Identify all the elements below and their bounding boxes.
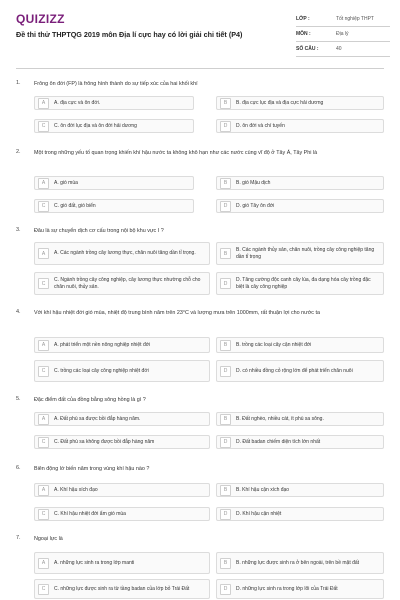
answer-option[interactable] (34, 552, 210, 574)
option-text: C. trồng các loại cây công nghiệp nhiệt đới (54, 367, 149, 374)
answer-option[interactable] (34, 579, 210, 599)
question-text: Biên động lớ biến năm trong vùng khí hậu nào ? (34, 466, 150, 472)
answer-option[interactable] (216, 96, 384, 110)
option-letter: D (220, 278, 231, 289)
option-letter: A (38, 558, 49, 569)
option-text: D. Khí hậu cận nhiệt (236, 510, 282, 517)
answer-option[interactable] (216, 507, 384, 521)
answer-option[interactable] (216, 272, 384, 295)
option-letter: C (38, 584, 49, 595)
option-letter: B (220, 414, 231, 425)
question-number: 3. (16, 227, 21, 233)
option-text: A. những lực sinh ra trong lớp manti (54, 559, 135, 566)
option-letter: B (220, 485, 231, 496)
option-text: B. Đất nghèo, nhiều cát, ít phù sa sông. (236, 415, 324, 422)
question-item (16, 227, 384, 303)
option-letter: B (220, 178, 231, 189)
answer-option[interactable] (34, 96, 194, 110)
option-text: A. địa cực và ôn đới. (54, 99, 101, 106)
option-text: D. ôn đới và chí tuyến (236, 122, 285, 129)
option-letter: A (38, 98, 49, 109)
option-text: C. Khí hậu nhiệt đới ẩm gió mùa (54, 510, 126, 517)
question-item (16, 309, 384, 387)
option-text: A. Đất phù sa được bồi đắp hàng năm. (54, 415, 141, 422)
answer-option[interactable] (34, 176, 194, 190)
answer-option[interactable] (216, 199, 384, 213)
option-text: D. có nhiều đồng cỏ rộng lớn để phát triển chăn nuôi (236, 367, 353, 374)
question-text: Đặc điểm đất của đồng bằng sông hồng là gì ? (34, 397, 146, 403)
option-text: A. phát triển một nền nông nghiệp nhiệt đới (54, 341, 151, 348)
option-text: A. Khí hậu xích đạo (54, 486, 98, 493)
meta-row-subject (296, 27, 390, 42)
answer-option[interactable] (216, 412, 384, 426)
option-text: D. gió Tây ôn đới (236, 202, 275, 209)
answer-option[interactable] (216, 435, 384, 449)
option-letter: A (38, 340, 49, 351)
option-letter: B (220, 558, 231, 569)
option-letter: A (38, 178, 49, 189)
answer-option[interactable] (216, 483, 384, 497)
option-letter: C (38, 121, 49, 132)
option-text: C. Ngành trồng cây công nghiệp, cây lương thực nhường chỗ cho chăn nuôi, thủy sản. (54, 276, 201, 290)
option-text: B. Các ngành thủy sản, chăn nuôi, trồng cây công nghiệp tăng dần tỉ trọng (236, 246, 375, 260)
option-text: B. gió Mậu dịch (236, 179, 271, 186)
meta-table (296, 12, 390, 57)
question-item (16, 465, 384, 525)
meta-value: 40 (336, 46, 342, 52)
answer-option[interactable] (34, 483, 210, 497)
question-item (16, 396, 384, 454)
question-text: Frông ôn đới (FP) là frông hình thành do sự tiếp xúc của hai khối khí (34, 81, 198, 87)
option-text: B. địa cực lục địa và địa cực hải dương (236, 99, 324, 106)
answer-option[interactable] (34, 507, 210, 521)
answer-option[interactable] (34, 119, 194, 133)
option-letter: D (220, 201, 231, 212)
question-number: 5. (16, 396, 21, 402)
question-text: Với khí hậu nhiệt đới gió mùa, nhiệt độ trung bình năm trên 23°C và lượng mưa trên 1000mm, rất thuận lợi cho nước ta (34, 310, 320, 316)
option-letter: B (220, 340, 231, 351)
question-text: Ngoại lực là (34, 536, 63, 542)
option-letter: B (220, 98, 231, 109)
answer-option[interactable] (34, 199, 194, 213)
question-item (16, 149, 384, 217)
option-text: D. Tăng cường độc canh cây lúa, đa dạng hóa cây trồng đặc biệt là cây công nghiệp (236, 276, 371, 290)
meta-row-class (296, 12, 390, 27)
option-text: B. Khí hậu cận xích đạo (236, 486, 290, 493)
option-letter: C (38, 366, 49, 377)
answer-option[interactable] (216, 242, 384, 265)
answer-option[interactable] (216, 579, 384, 599)
question-number: 1. (16, 80, 21, 86)
answer-option[interactable] (34, 337, 210, 353)
option-text: B. trồng các loại cây cận nhiệt đới (236, 341, 312, 348)
option-letter: D (220, 121, 231, 132)
option-letter: A (38, 248, 49, 259)
question-number: 6. (16, 465, 21, 471)
meta-label: MÔN : (296, 31, 311, 37)
question-text: Đâu là sự chuyển dịch cơ cấu trong nội bộ khu vực I ? (34, 228, 164, 234)
option-text: D. Đất badan chiếm diện tích lớn nhất (236, 438, 321, 445)
question-item (16, 535, 384, 600)
option-text: A. Các ngành trồng cây lương thực, chăn nuôi tăng dần tỉ trọng. (54, 250, 196, 256)
page-title: Đề thi thử THPTQG 2019 môn Địa lí cực hay có lời giải chi tiết (P4) (16, 30, 243, 39)
answer-option[interactable] (34, 360, 210, 382)
answer-option[interactable] (216, 337, 384, 353)
question-text: Một trong những yếu tố quan trọng khiến khí hậu nước ta không khô hạn như các nước cùng vĩ độ ở Tây Á, Tây Phi là (34, 150, 318, 156)
answer-option[interactable] (34, 412, 210, 426)
option-letter: D (220, 437, 231, 448)
answer-option[interactable] (216, 119, 384, 133)
question-number: 2. (16, 149, 21, 155)
option-letter: A (38, 485, 49, 496)
option-letter: C (38, 509, 49, 520)
question-number: 7. (16, 535, 21, 541)
meta-value: Địa lý (336, 31, 349, 37)
meta-row-count (296, 42, 390, 57)
answer-option[interactable] (34, 272, 210, 295)
quizizz-logo: QUIZIZZ (16, 12, 65, 26)
answer-option[interactable] (216, 176, 384, 190)
meta-label: LỚP : (296, 16, 310, 22)
option-text: C. gió đất, gió biển (54, 202, 96, 209)
meta-value: Tốt nghiệp THPT (336, 16, 374, 22)
option-text: B. những lực được sinh ra ở bên ngoài, trên bề mặt đất (236, 559, 360, 566)
answer-option[interactable] (216, 552, 384, 574)
option-text: C. những lực được sinh ra từ tầng badan của lớp bỏ Trái Đất (54, 585, 190, 592)
option-text: A. gió mùa (54, 179, 78, 186)
question-item (16, 80, 384, 136)
option-text: D. những lực sinh ra trong lớp lõi của Trái Đất (236, 585, 338, 592)
question-number: 4. (16, 309, 21, 315)
header-divider (16, 68, 384, 69)
meta-label: SỐ CÂU : (296, 46, 319, 52)
option-letter: D (220, 366, 231, 377)
option-text: C. ôn đới lục địa và ôn đới hải dương (54, 122, 137, 129)
option-letter: C (38, 201, 49, 212)
option-text: C. Đất phù sa không được bồi đắp hàng năm (54, 438, 155, 445)
answer-option[interactable] (216, 360, 384, 382)
worksheet-header (0, 0, 400, 64)
option-letter: A (38, 414, 49, 425)
option-letter: D (220, 509, 231, 520)
answer-option[interactable] (34, 435, 210, 449)
option-letter: C (38, 278, 49, 289)
answer-option[interactable] (34, 242, 210, 265)
option-letter: D (220, 584, 231, 595)
option-letter: B (220, 248, 231, 259)
option-letter: C (38, 437, 49, 448)
